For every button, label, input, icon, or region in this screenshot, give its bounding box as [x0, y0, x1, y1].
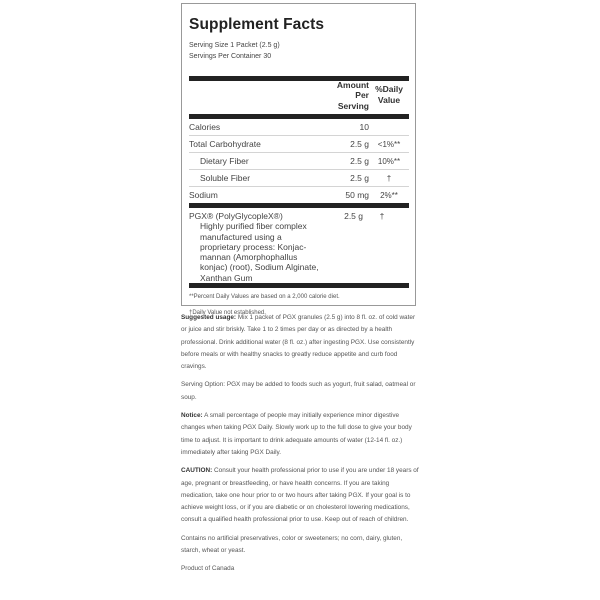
header-dv-line: Value	[377, 94, 401, 105]
servings-per-container: Servings Per Container 30	[189, 53, 272, 60]
product-details	[181, 312, 421, 582]
nutrient-amount: 50 mg	[345, 190, 369, 200]
nutrient-name: Soluble Fiber	[200, 173, 251, 183]
caution-text: Consult your health professional prior to use if you are under 18 years of age, pregnant or breastfeeding, or have health concerns. If you are taking medication, take one hour prior to or two hours after taking PGX. If your goal is to achieve weight loss, or if you are diabetic or on cholesterol lowering medications, consult a qualified health professional prior to use. Keep out of reach of children.	[181, 467, 419, 524]
serving-size: Serving Size 1 Packet (2.5 g)	[189, 42, 280, 49]
caution	[181, 465, 421, 526]
supplement-facts-panel	[181, 3, 416, 316]
nutrient-name: Total Carbohydrate	[189, 139, 261, 149]
suggested-usage-label: Suggested usage:	[181, 314, 237, 321]
ingredient-name-block	[189, 211, 323, 283]
serving-option: Serving Option: PGX may be added to foods such as yogurt, fruit salad, oatmeal or soup.	[181, 381, 416, 401]
footnote-percent-dv: **Percent Daily Values are based on a 2,000 calorie diet.	[189, 294, 340, 300]
footnote-dv-not-established: †Daily Value not established.	[189, 310, 266, 316]
nutrient-amount: 2.5 g	[350, 173, 369, 183]
nutrient-dv: <1%**	[377, 139, 401, 149]
nutrient-amount: 10	[359, 122, 369, 132]
nutrient-name: Sodium	[189, 190, 218, 200]
contains-statement: Contains no artificial preservatives, color or sweeteners; no corn, dairy, gluten, starch, wheat or yeast.	[181, 534, 403, 555]
header-amount-line: Per	[355, 90, 369, 100]
nutrient-row-sodium	[189, 187, 409, 203]
notice	[181, 410, 421, 459]
notice-label: Notice:	[181, 412, 203, 420]
notice-text: A small percentage of people may initially experience minor digestive changes when taking PGX Daily. Slowly work up to the full dose to give your body time to adjust. It is important to drink adequate amounts of water (12-14 fl. oz.) immediately after taking PGX Daily.	[181, 412, 412, 456]
panel-title: Supplement Facts	[189, 16, 325, 33]
nutrient-row-soluble-fiber	[189, 170, 409, 187]
ingredient-amount: 2.5 g	[344, 211, 363, 221]
nutrient-rows	[189, 119, 409, 203]
suggested-usage-text: Mix 1 packet of PGX granules (2.5 g) into 8 fl. oz. of cold water or juice and stir briskly. Take 1 to 2 times per day or as directed by a health professional. Drink additional water (8 fl. oz.) after ingesting PGX. Use consistently before meals or with healthy snacks to greatly reduce appetite and curb food cravings.	[181, 314, 416, 371]
header-dv-line: %Daily	[375, 84, 403, 94]
header-amount-line: Serving	[337, 100, 369, 111]
nutrient-row-dietary-fiber	[189, 153, 409, 170]
thick-divider	[189, 283, 409, 288]
nutrient-name: Dietary Fiber	[200, 156, 249, 166]
suggested-usage	[181, 312, 421, 373]
nutrient-name: Calories	[189, 122, 221, 132]
header-amount-line: Amount	[336, 79, 369, 90]
ingredient-row-pgx	[189, 208, 409, 283]
nutrient-amount: 2.5 g	[350, 156, 369, 166]
ingredient-name: PGX® (PolyGlycopleX®)	[189, 211, 283, 221]
nutrient-dv: 2%**	[380, 190, 398, 200]
nutrient-dv: 10%**	[377, 156, 401, 166]
nutrient-row-total-carbohydrate	[189, 136, 409, 153]
nutrient-row-calories	[189, 119, 409, 136]
country-of-origin: Product of Canada	[181, 565, 235, 573]
header-amount-per-serving	[323, 80, 369, 115]
ingredient-description: Highly purified fiber complex manufactured using a proprietary process: Konjac-mannan (Amorphophallus konjac) (root), Sodium Alginate, Xanthan Gum	[200, 221, 319, 283]
header-daily-value	[369, 84, 409, 114]
caution-label: CAUTION:	[181, 467, 213, 475]
nutrient-amount: 2.5 g	[350, 139, 369, 149]
column-header	[189, 81, 409, 114]
ingredient-dv: †	[379, 211, 385, 221]
nutrient-dv: †	[386, 173, 392, 183]
